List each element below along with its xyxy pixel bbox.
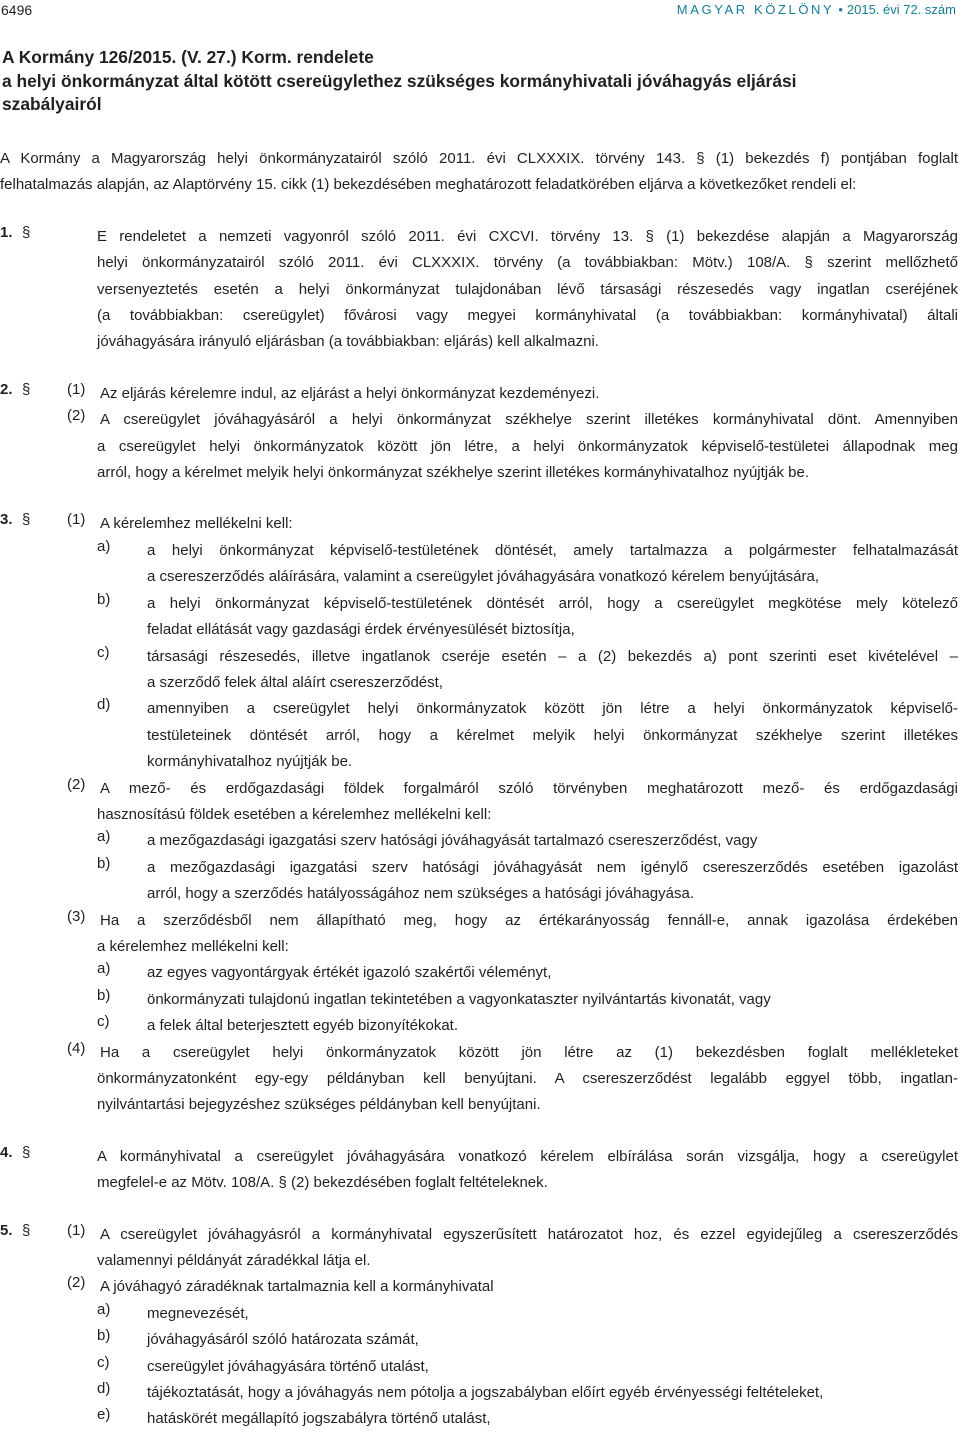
item-text: csereügylet jóváhagyására történő utalást, [147, 1357, 429, 1375]
issue-label: 2015. évi 72. szám [846, 2, 956, 17]
item-label: b) [97, 854, 111, 872]
item-text: hatáskörét megállapító jogszabályra történő utalást, [147, 1410, 491, 1428]
section-4 [0, 1144, 958, 1197]
section-1 [0, 224, 958, 356]
item-label: b) [97, 590, 111, 608]
item-text: a felek által beterjesztett egyéb bizonyítékokat. [147, 1017, 459, 1035]
paragraph-text: nyilvántartási bejegyzéshez szükséges példányban kell benyújtani. [97, 1096, 541, 1114]
item-text: a mezőgazdasági igazgatási szerv hatósági jóváhagyását nem igénylő csereszerződés esetében igazolást [147, 858, 958, 876]
item-text: arról, hogy a szerződés hatályosságához nem szükséges a hatósági jóváhagyása. [147, 885, 694, 903]
journal-name: MAGYAR KÖZLÖNY [676, 2, 835, 17]
title-line: szabályairól [2, 94, 102, 114]
paragraph-label: (2) [67, 407, 86, 425]
item-label: e) [97, 1406, 111, 1424]
section-number: 1. [0, 223, 13, 241]
paragraph-text: önkormányzatonként egy-egy példányban kell benyújtani. A csereszerződést legalább eggyel több, ingatlan- [97, 1070, 958, 1087]
item-text: feladat ellátását vagy gazdasági érdek érvényesülését biztosítja, [147, 621, 575, 639]
bullet-separator: • [838, 2, 843, 17]
section-sign: § [22, 1221, 31, 1239]
item-text: társasági részesedés, illetve ingatlanok cseréje esetén – a (2) bekezdés a) pont szerinti eset kivételével – [147, 647, 958, 665]
item-text: tájékoztatását, hogy a jóváhagyás nem pótolja a jogszabályban előírt egyéb érvényességi feltételeket, [147, 1384, 824, 1402]
section-text-line: (a továbbiakban: csereügylet) fővárosi vagy megyei kormányhivatal (a továbbiakban: kormányhivatal) általi [97, 307, 958, 325]
paragraph-label: (3) [67, 907, 86, 925]
item-label: c) [97, 1353, 110, 1371]
section-text-line: versenyeztetés esetén a helyi önkormányzat tulajdonában lévő társasági részesedés vagy ingatlan cseréjének [97, 280, 958, 298]
section-3 [0, 511, 958, 1118]
item-label: a) [97, 1300, 111, 1318]
section-2 [0, 381, 958, 487]
paragraph-text: Ha a csereügylet helyi önkormányzatok között jön létre az (1) bekezdésben foglalt mellékleteket [100, 1043, 958, 1061]
section-sign: § [22, 380, 31, 398]
item-label: b) [97, 986, 111, 1004]
page-number: 6496 [1, 2, 33, 18]
item-label: b) [97, 1327, 111, 1345]
paragraph-text: hasznosítású földek esetében a kérelemhez mellékelni kell: [97, 805, 492, 823]
journal-header [677, 2, 956, 17]
section-text-line: jóváhagyására irányuló eljárásban (a továbbiakban: eljárás) kell alkalmazni. [97, 333, 599, 351]
section-text-line: helyi önkormányzatairól szóló 2011. évi CLXXXIX. törvény (a továbbiakban: Mötv.) 108/A. § szerint mellőzhető [97, 254, 958, 272]
paragraph-label: (2) [67, 1274, 86, 1292]
item-text: a helyi önkormányzat képviselő-testületének döntését, amely tartalmazza a polgármester felhatalmazását [147, 541, 958, 559]
section-number: 4. [0, 1143, 13, 1161]
title-line: a helyi önkormányzat által kötött csereügylethez szükséges kormányhivatali jóváhagyás eljárási [2, 70, 797, 91]
item-text: a helyi önkormányzat képviselő-testületének döntését arról, hogy a csereügylet megkötése mely kötelező [147, 594, 958, 612]
paragraph-text: A kérelemhez mellékelni kell: [100, 515, 293, 533]
item-label: a) [97, 960, 111, 978]
section-text-line: A kormányhivatal a csereügylet jóváhagyására vonatkozó kérelem elbírálása során vizsgálja, hogy a csereügylet [97, 1147, 958, 1165]
paragraph-text: A jóváhagyó záradéknak tartalmaznia kell a kormányhivatal [100, 1278, 494, 1296]
section-text-line: megfelel-e az Mötv. 108/A. § (2) bekezdésében foglalt feltételeknek. [97, 1174, 548, 1192]
paragraph-label: (2) [67, 775, 86, 793]
item-label: a) [97, 537, 111, 555]
section-5 [0, 1222, 958, 1433]
title-line: A Kormány 126/2015. (V. 27.) Korm. rendelete [2, 47, 374, 67]
decree-body [0, 146, 958, 1433]
item-label: c) [97, 643, 110, 661]
item-label: d) [97, 1380, 111, 1398]
item-text: önkormányzati tulajdonú ingatlan tekintetében a vagyonkataszter nyilvántartás kivonatát, vagy [147, 990, 771, 1008]
section-number: 2. [0, 380, 13, 398]
section-text-line: E rendeletet a nemzeti vagyonról szóló 2011. évi CXCVI. törvény 13. § (1) bekezdése alapján a Magyarország [97, 227, 958, 245]
paragraph-text: valamennyi példányát záradékkal látja el. [97, 1252, 371, 1270]
decree-title [2, 46, 952, 117]
section-number: 3. [0, 511, 13, 529]
paragraph-text: A mező- és erdőgazdasági földek forgalmáról szóló törvényben meghatározott mező- és erdőgazdasági [100, 779, 958, 797]
item-text: testületeinek döntését arról, hogy a kérelmet melyik helyi önkormányzat székhelye szerint illetékes [147, 726, 958, 744]
section-number: 5. [0, 1221, 13, 1239]
paragraph-label: (4) [67, 1039, 86, 1057]
paragraph-text: arról, hogy a kérelmet melyik helyi önkormányzat székhelye szerint illetékes kormányhivatalhoz nyújtják be. [97, 464, 809, 482]
item-label: a) [97, 828, 111, 846]
item-text: a csereszerződés aláírására, valamint a csereügylet jóváhagyására vonatkozó kérelem benyújtására, [147, 568, 820, 586]
paragraph-text: a csereügylet helyi önkormányzatok között jön létre, a helyi önkormányzatok képviselő-testületei állapodnak meg [97, 437, 958, 455]
item-label: c) [97, 1013, 110, 1031]
paragraph-text: a kérelemhez mellékelni kell: [97, 937, 289, 955]
item-text: az egyes vagyontárgyak értékét igazoló szakértői véleményt, [147, 964, 552, 982]
paragraph-text: A csereügylet jóváhagyásról a kormányhivatal egyszerűsített határozatot hoz, és ezzel egyidejűleg a csereszerződés [100, 1225, 958, 1243]
paragraph-label: (1) [67, 1221, 86, 1239]
paragraph-label: (1) [67, 380, 86, 398]
item-text: megnevezését, [147, 1304, 249, 1322]
item-text: kormányhivatalhoz nyújtják be. [147, 753, 353, 771]
preamble-line: A Kormány a Magyarország helyi önkormányzatairól szóló 2011. évi CLXXXIX. törvény 143. § (1) bekezdés f) pontjában foglalt [0, 150, 958, 167]
section-sign: § [22, 511, 31, 529]
item-text: jóváhagyásáról szóló határozata számát, [147, 1331, 419, 1349]
preamble-line: felhatalmazás alapján, az Alaptörvény 15. cikk (1) bekezdésében meghatározott feladatkörében eljárva a következőket rendeli el: [0, 176, 857, 194]
item-text: amennyiben a csereügylet helyi önkormányzatok között jön létre a helyi önkormányzatok képviselő- [147, 700, 958, 718]
paragraph-text: Ha a szerződésből nem állapítható meg, hogy az értékarányosság fennáll-e, annak igazolása érdekében [100, 911, 958, 929]
paragraph-text: A csereügylet jóváhagyásáról a helyi önkormányzat székhelye szerint illetékes kormányhivatal dönt. Amennyiben [100, 411, 958, 429]
item-label: d) [97, 696, 111, 714]
item-text: a szerződő felek által aláírt csereszerződést, [147, 673, 443, 691]
section-sign: § [22, 223, 31, 241]
section-sign: § [22, 1143, 31, 1161]
paragraph-label: (1) [67, 511, 86, 529]
item-text: a mezőgazdasági igazgatási szerv hatósági jóváhagyását tartalmazó csereszerződést, vagy [147, 832, 758, 850]
paragraph-text: Az eljárás kérelemre indul, az eljárást a helyi önkormányzat kezdeményezi. [100, 384, 600, 402]
